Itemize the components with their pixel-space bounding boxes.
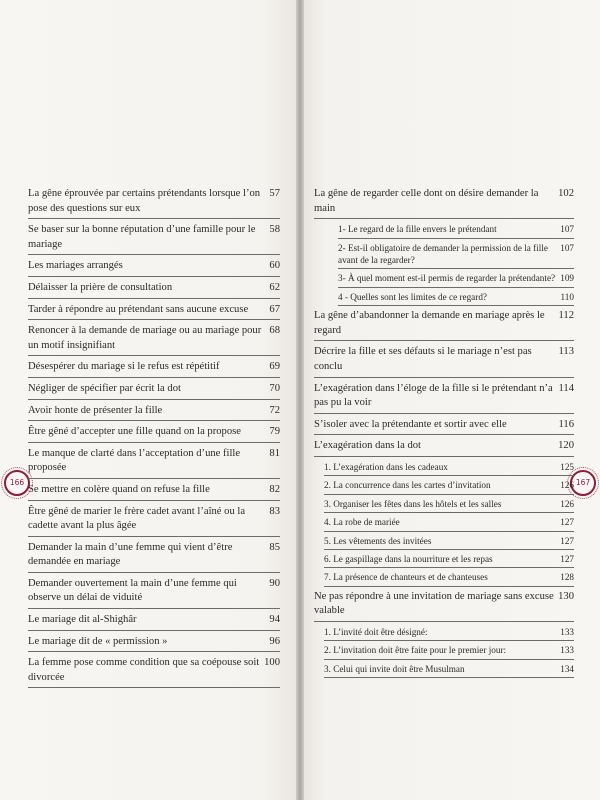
- toc-entry-title: Désespérer du mariage si le refus est répétitif: [28, 361, 220, 373]
- toc-entry-title: Se baser sur la bonne réputation d’une famille pour le mariage: [28, 224, 256, 250]
- right-toc-column: [314, 187, 574, 681]
- toc-entry: [338, 223, 574, 238]
- toc-entry-page: 109: [560, 273, 574, 284]
- toc-entry: [324, 461, 574, 476]
- toc-entry: [324, 479, 574, 494]
- toc-entry-page: 94: [269, 614, 280, 626]
- toc-entry-page: 130: [558, 590, 574, 602]
- toc-entry: [324, 498, 574, 513]
- toc-entry-page: 102: [558, 188, 574, 199]
- toc-entry: [314, 309, 574, 341]
- toc-entry: [314, 590, 574, 622]
- toc-entry-title: 7. La présence de chanteurs et de chanteuses: [324, 572, 488, 583]
- toc-entry-title: Être gêné de marier le frère cadet avant l’aîné ou la cadette avant la plus âgée: [28, 505, 246, 532]
- toc-entry-title: 2. La concurrence dans les cartes d’invitation: [324, 480, 491, 491]
- toc-entry-title: Tarder à répondre au prétendant sans aucune excuse: [28, 303, 249, 315]
- toc-entry-page: 96: [269, 635, 280, 647]
- page-number-badge-right: 167: [570, 470, 596, 496]
- toc-entry: [28, 223, 280, 255]
- toc-entry-page: 120: [558, 440, 574, 452]
- toc-entry-page: 127: [560, 554, 574, 564]
- toc-entry-page: 60: [269, 260, 280, 272]
- toc-entry-page: 81: [269, 447, 280, 459]
- toc-entry-page: 57: [269, 188, 280, 199]
- toc-entry-page: 127: [560, 535, 574, 546]
- toc-entry: [324, 553, 574, 568]
- toc-entry-title: 5. Les vêtements des invitées: [324, 535, 432, 546]
- toc-entry: [28, 447, 280, 479]
- toc-entry-title: Avoir honte de présenter la fille: [28, 404, 163, 416]
- toc-entry-title: Le mariage dit de « permission »: [28, 635, 168, 647]
- toc-entry-page: 83: [269, 505, 280, 517]
- toc-entry: [28, 483, 280, 501]
- toc-entry-title: Décrire la fille et ses défauts si le mariage n’est pas conclu: [314, 346, 532, 372]
- toc-entry-title: Ne pas répondre à une invitation de mariage sans excuse valable: [314, 590, 554, 617]
- toc-entry: [28, 324, 280, 356]
- toc-entry: [28, 613, 280, 631]
- book-gutter: [296, 0, 304, 800]
- toc-entry: [28, 303, 280, 321]
- toc-entry-title: La gêne d’abandonner la demande en mariage après le regard: [314, 310, 545, 336]
- toc-entry-title: Se mettre en colère quand on refuse la fille: [28, 483, 210, 495]
- toc-entry-page: 134: [560, 663, 574, 674]
- toc-entry: [28, 425, 280, 443]
- toc-entry-title: Être gêné d’accepter une fille quand on la propose: [28, 426, 241, 438]
- toc-entry: [28, 360, 280, 378]
- toc-entry: [314, 345, 574, 377]
- toc-entry: [338, 291, 574, 306]
- toc-entry-title: Demander la main d’une femme qui vient d’être demandée en mariage: [28, 541, 233, 568]
- toc-entry: [28, 187, 280, 219]
- toc-entry-page: 127: [560, 517, 574, 528]
- toc-entry: [28, 635, 280, 653]
- toc-entry-page: 68: [269, 325, 280, 337]
- toc-entry-page: 70: [269, 382, 280, 394]
- toc-entry: [324, 516, 574, 531]
- toc-entry-title: La femme pose comme condition que sa coépouse soit divorcée: [28, 657, 260, 683]
- toc-entry: [314, 187, 574, 219]
- toc-entry: [28, 577, 280, 609]
- toc-entry-title: Le mariage dit al-Shighâr: [28, 614, 137, 626]
- toc-entry-title: La gêne de regarder celle dont on désire demander la main: [314, 188, 539, 214]
- toc-entry-page: 125: [560, 461, 574, 472]
- toc-entry-page: 72: [269, 404, 280, 416]
- toc-entry: [314, 418, 574, 436]
- toc-entry-title: 6. Le gaspillage dans la nourriture et les repas: [324, 554, 493, 564]
- toc-entry-title: Le manque de clarté dans l’acceptation d’une fille proposée: [28, 447, 241, 474]
- toc-entry-title: Les mariages arrangés: [28, 260, 123, 272]
- toc-entry-title: S’isoler avec la prétendante et sortir avec elle: [314, 418, 507, 430]
- toc-entry-title: 3. Organiser les fêtes dans les hôtels et les salles: [324, 498, 502, 509]
- toc-entry-page: 67: [269, 303, 280, 315]
- toc-entry: [314, 382, 574, 414]
- toc-entry-title: 1- Le regard de la fille envers le prétendant: [338, 224, 497, 235]
- toc-entry: [338, 242, 574, 270]
- toc-entry-title: 2. L’invitation doit être faite pour le premier jour:: [324, 645, 507, 656]
- toc-entry-title: 4. La robe de mariée: [324, 517, 400, 528]
- toc-entry-page: 110: [560, 291, 574, 302]
- toc-entry-page: 107: [560, 224, 574, 235]
- toc-entry-page: 79: [269, 426, 280, 438]
- toc-entry-title: Demander ouvertement la main d’une femme qui observe un délai de viduité: [28, 577, 237, 604]
- toc-entry-title: 3. Celui qui invite doit être Musulman: [324, 663, 465, 674]
- toc-entry-title: 3- À quel moment est-il permis de regarder la prétendante?: [338, 273, 556, 284]
- toc-entry-title: Négliger de spécifier par écrit la dot: [28, 382, 181, 394]
- toc-entry-page: 113: [558, 346, 574, 358]
- toc-entry-page: 126: [560, 480, 574, 491]
- toc-entry: [28, 281, 280, 299]
- toc-entry-title: 2- Est-il obligatoire de demander la permission de la fille avant de la regarder?: [338, 242, 548, 265]
- toc-entry-title: 1. L’invité doit être désigné:: [324, 627, 428, 637]
- toc-entry-page: 58: [269, 224, 280, 236]
- toc-entry-page: 126: [560, 498, 574, 509]
- toc-entry-title: Renoncer à la demande de mariage ou au mariage pour un motif insignifiant: [28, 325, 262, 351]
- toc-entry: [28, 505, 280, 537]
- toc-entry: [28, 259, 280, 277]
- toc-entry: [324, 663, 574, 678]
- toc-entry-page: 69: [269, 361, 280, 373]
- toc-entry-title: L’exagération dans la dot: [314, 440, 421, 452]
- toc-entry: [314, 439, 574, 457]
- toc-entry-title: 1. L’exagération dans les cadeaux: [324, 461, 448, 472]
- toc-entry-page: 90: [269, 577, 280, 589]
- toc-entry-title: 4 - Quelles sont les limites de ce regard?: [338, 291, 487, 302]
- toc-entry-title: La gêne éprouvée par certains prétendants lorsque l’on pose des questions sur eux: [28, 188, 261, 214]
- toc-entry: [324, 626, 574, 641]
- toc-entry: [28, 541, 280, 573]
- toc-entry-page: 100: [264, 657, 280, 669]
- toc-entry: [338, 272, 574, 287]
- toc-entry-page: 112: [558, 310, 574, 322]
- toc-entry-title: L’exagération dans l’éloge de la fille si le prétendant n’a pas pu la voir: [314, 382, 553, 409]
- toc-entry: [324, 535, 574, 550]
- toc-entry-page: 133: [560, 645, 574, 656]
- toc-entry-page: 116: [558, 418, 574, 430]
- toc-entry-page: 107: [560, 242, 574, 253]
- toc-entry: [28, 404, 280, 422]
- toc-entry-page: 82: [269, 483, 280, 495]
- toc-entry-page: 114: [558, 382, 574, 394]
- toc-entry-page: 62: [269, 281, 280, 293]
- toc-entry-page: 133: [560, 627, 574, 637]
- toc-entry-page: 128: [560, 572, 574, 583]
- toc-entry: [324, 571, 574, 586]
- toc-entry: [28, 382, 280, 400]
- left-toc-column: [28, 187, 280, 692]
- toc-entry: [324, 644, 574, 659]
- toc-entry-title: Délaisser la prière de consultation: [28, 281, 173, 293]
- toc-entry-page: 85: [269, 541, 280, 553]
- page-number-badge-left: 166: [4, 470, 30, 496]
- toc-entry: [28, 656, 280, 688]
